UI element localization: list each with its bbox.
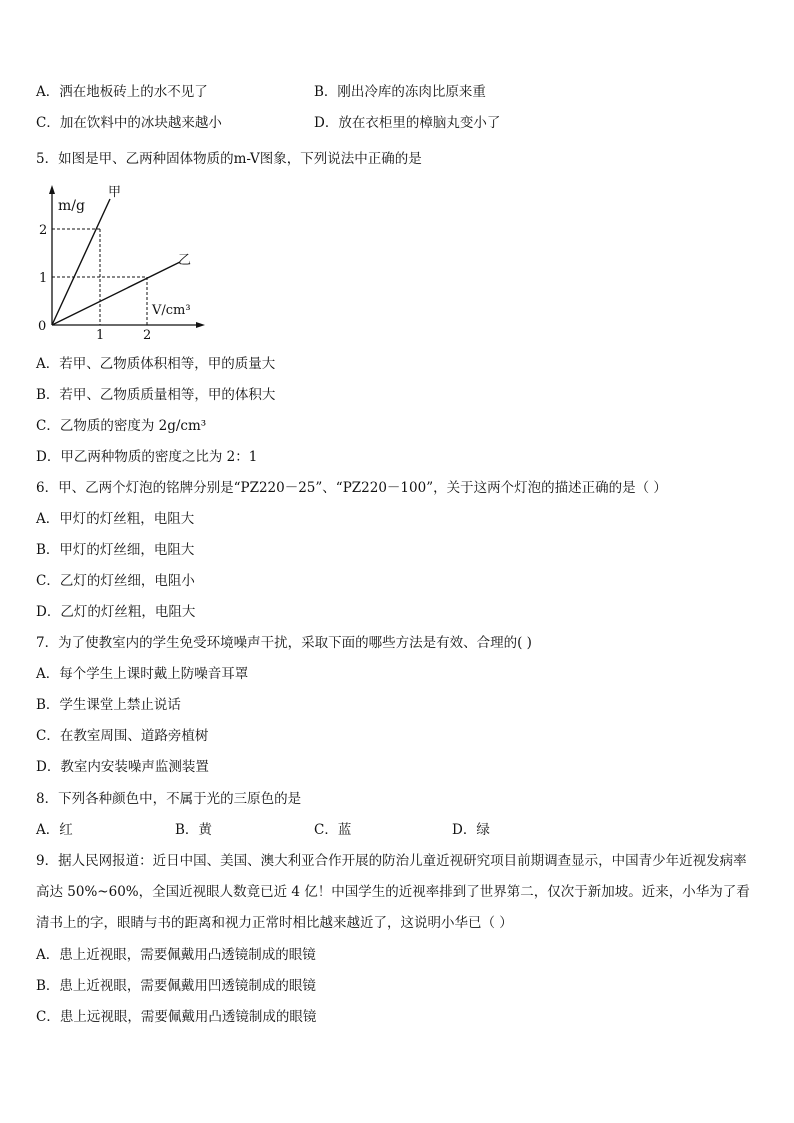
q6-stem: 6．甲、乙两个灯泡的铭牌分别是“PZ220－25”、“PZ220－100”，关于这两个灯泡的描述正确的是（ ）	[36, 480, 667, 496]
q4-option-b: B．刚出冷库的冻肉比原来重	[314, 84, 486, 100]
q5-stem: 5．如图是甲、乙两种固体物质的m-V图象，下列说法中正确的是	[36, 151, 422, 167]
q6-option-d: D．乙灯的灯丝粗，电阻大	[36, 604, 196, 620]
x-axis-arrow	[196, 322, 205, 328]
q5-option-b: B．若甲、乙物质质量相等，甲的体积大	[36, 387, 276, 403]
q5-option-c: C．乙物质的密度为 2g/cm³	[36, 418, 207, 434]
q6-option-b: B．甲灯的灯丝细，电阻大	[36, 542, 195, 558]
q9-option-b: B．患上近视眼，需要佩戴用凹透镜制成的眼镜	[36, 978, 316, 994]
q7-stem: 7．为了使教室内的学生免受环境噪声干扰，采取下面的哪些方法是有效、合理的( )	[36, 635, 532, 651]
q8-option-c: C．蓝	[314, 822, 352, 838]
q8-option-d: D．绿	[452, 822, 490, 838]
q9-option-a: A．患上近视眼，需要佩戴用凸透镜制成的眼镜	[36, 947, 316, 963]
q8-option-b: B．黄	[175, 822, 212, 838]
q4-option-a: A．洒在地板砖上的水不见了	[36, 84, 208, 100]
y-tick-1: 1	[39, 271, 48, 286]
x-tick-1: 1	[96, 328, 105, 342]
line-yi-label: 乙	[178, 253, 192, 268]
x-tick-2: 2	[143, 328, 152, 342]
q6-option-a: A．甲灯的灯丝粗，电阻大	[36, 511, 195, 527]
q7-option-a: A．每个学生上课时戴上防噪音耳罩	[36, 666, 249, 682]
q6-option-c: C．乙灯的灯丝细，电阻小	[36, 573, 195, 589]
y-tick-2: 2	[39, 223, 48, 238]
q4-option-c: C．加在饮料中的冰块越来越小	[36, 115, 222, 131]
q8-option-a: A．红	[36, 822, 73, 838]
q7-option-d: D．教室内安装噪声监测装置	[36, 759, 209, 775]
q4-option-d: D．放在衣柜里的樟脑丸变小了	[314, 115, 501, 131]
q9-option-c: C．患上远视眼，需要佩戴用凸透镜制成的眼镜	[36, 1009, 317, 1025]
q9-stem: 9．据人民网报道：近日中国、美国、澳大利亚合作开展的防治儿童近视研究项目前期调查显示，中国青少年近视发病率高达 50%~60%，全国近视眼人数竟已近 4 亿！中国学生的近视率排到了世界第二，仅次于新加坡。近来，小华为了看清书上的字，眼睛与书的距离和视力正常时相比越来越近了，这说明小华已（ ）	[36, 853, 750, 931]
q7-option-b: B．学生课堂上禁止说话	[36, 697, 181, 713]
q8-stem: 8．下列各种颜色中，不属于光的三原色的是	[36, 791, 302, 807]
q5-option-a: A．若甲、乙物质体积相等，甲的质量大	[36, 356, 276, 372]
y-axis-arrow	[49, 185, 55, 194]
q5-option-d: D．甲乙两种物质的密度之比为 2：1	[36, 449, 258, 465]
mv-graph	[30, 182, 210, 342]
x-axis-label: V/cm³	[152, 303, 191, 318]
line-jia-label: 甲	[108, 185, 122, 200]
line-jia	[52, 199, 110, 325]
q7-option-c: C．在教室周围、道路旁植树	[36, 728, 209, 744]
origin-label: 0	[38, 319, 47, 334]
y-axis-label: m/g	[58, 198, 85, 214]
